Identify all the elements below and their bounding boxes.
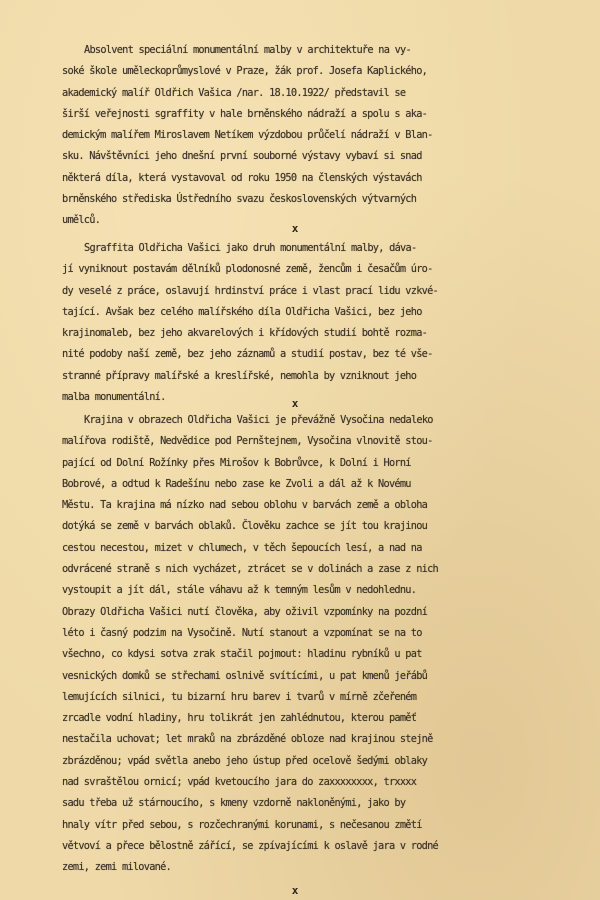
paragraph-3: [62, 410, 584, 879]
text-line: zbrázděnou; vpád světla anebo jeho ústup před ocelově šedými oblaky: [62, 754, 428, 767]
text-line: pající od Dolní Rožínky přes Mirošov k Bobrůvce, k Dolní i Horní: [62, 456, 411, 469]
text-line: lemujících silnici, tu bizarní hru barev i tvarů v mírně zčeřeném: [62, 690, 417, 703]
paragraph-1: [62, 40, 584, 232]
text-line: akademický malíř Oldřich Vašica /nar. 18.10.1922/ představil se: [62, 86, 406, 99]
text-line: širší veřejnosti sgraffity v hale brněnského nádraží a spolu s aka-: [62, 107, 428, 120]
text-line: Bobrové, a odtud k Radešínu nebo zase ke Zvoli a dál až k Novému: [62, 477, 411, 490]
section-separator: x: [291, 222, 299, 235]
text-line: malba monumentální.: [62, 391, 166, 404]
text-line: dotýká se země v barvách oblaků. Člověku zachce se jít tou krajinou: [62, 520, 428, 533]
text-line: vesnických domků se střechami oslnivě svítícími, u pat kmenů jeřábů: [62, 669, 428, 682]
text-line: větvoví a přece bělostně zářící, se zpívajícími k oslavě jara v rodné: [62, 839, 438, 852]
text-line: malířova rodiště, Nedvědice pod Pernštejnem, Vysočina vlnovitě stou-: [62, 435, 433, 448]
text-line: soké škole uměleckoprůmyslové v Praze, žák prof. Josefa Kaplického,: [62, 65, 428, 78]
text-line: hnaly vítr před sebou, s rozčechranými korunami, s nečesanou změtí: [62, 818, 422, 831]
text-line: Městu. Ta krajina má nízko nad sebou oblohu v barvách země a obloha: [62, 499, 428, 512]
text-line: dy veselé z práce, oslavují hrdinství práce i vlast prací lidu vzkvé-: [62, 284, 438, 297]
text-line: nité podoby naší země, bez jeho záznamů a studií postav, bez té vše-: [62, 348, 433, 361]
text-line: sadu třeba už stárnoucího, s kmeny vzdorně nakloněnými, jako by: [62, 797, 406, 810]
text-line: Obrazy Oldřicha Vašici nutí člověka, aby oživil vzpomínky na pozdní: [62, 605, 428, 618]
text-line: některá díla, která vystavoval od roku 1950 na členských výstavách: [62, 171, 422, 184]
text-line: umělců.: [62, 214, 101, 227]
text-line: Sgraffita Oldřicha Vašici jako druh monumentální malby, dáva-: [84, 242, 417, 254]
text-line: tající. Avšak bez celého malířského díla Oldřicha Vašici, bez jeho: [62, 305, 422, 318]
text-line: Absolvent speciální monumentální malby v architektuře na vy-: [84, 44, 411, 56]
text-line: léto i časný podzim na Vysočině. Nutí stanout a vzpomínat se na to: [62, 626, 422, 639]
text-line: Krajina v obrazech Oldřicha Vašici je převážně Vysočina nedaleko: [84, 414, 433, 426]
text-line: sku. Návštěvníci jeho dnešní první souborné výstavy vybaví si snad: [62, 150, 422, 163]
text-line: brněnského střediska Ústředního svazu československých výtvarných: [62, 193, 417, 206]
text-line: všechno, co kdysi sotva zrak stačil pojmout: hladinu rybníků u pat: [62, 648, 422, 661]
text-line: demickým malířem Miroslavem Netíkem výzdobou průčelí nádraží v Blan-: [62, 129, 433, 142]
section-separator: x: [291, 884, 299, 897]
text-line: zemi, zemi milované.: [62, 861, 171, 874]
text-line: stranné přípravy malířské a kreslířské, nemohla by vzniknout jeho: [62, 369, 417, 382]
text-line: krajinomaleb, bez jeho akvarelových i křídových studií bohtě rozma-: [62, 327, 428, 340]
text-line: jí vyniknout postavám dělníků plodonosné země, žencům i česačům úro-: [62, 263, 433, 276]
text-line: zrcadle vodní hladiny, hru tolikrát jen zahlédnutou, kterou paměť: [62, 712, 417, 725]
text-line: nad svraštělou ornicí; vpád kvetoucího jara do zaxxxxxxxx, trxxxx: [62, 776, 417, 789]
paragraph-2: [62, 238, 584, 408]
text-line: cestou necestou, mizet v chlumech, v těch šepoucích lesí, a nad na: [62, 541, 422, 554]
text-line: vystoupit a jít dál, stále váhavu až k temným lesům v nedohlednu.: [62, 584, 417, 597]
text-line: odvrácené straně s nich vycházet, ztrácet se v dolinách a zase z nich: [62, 563, 438, 576]
text-line: nestačila uchovat; let mraků na zbrázděné obloze nad krajinou stejně: [62, 733, 433, 746]
section-separator: x: [291, 397, 299, 410]
